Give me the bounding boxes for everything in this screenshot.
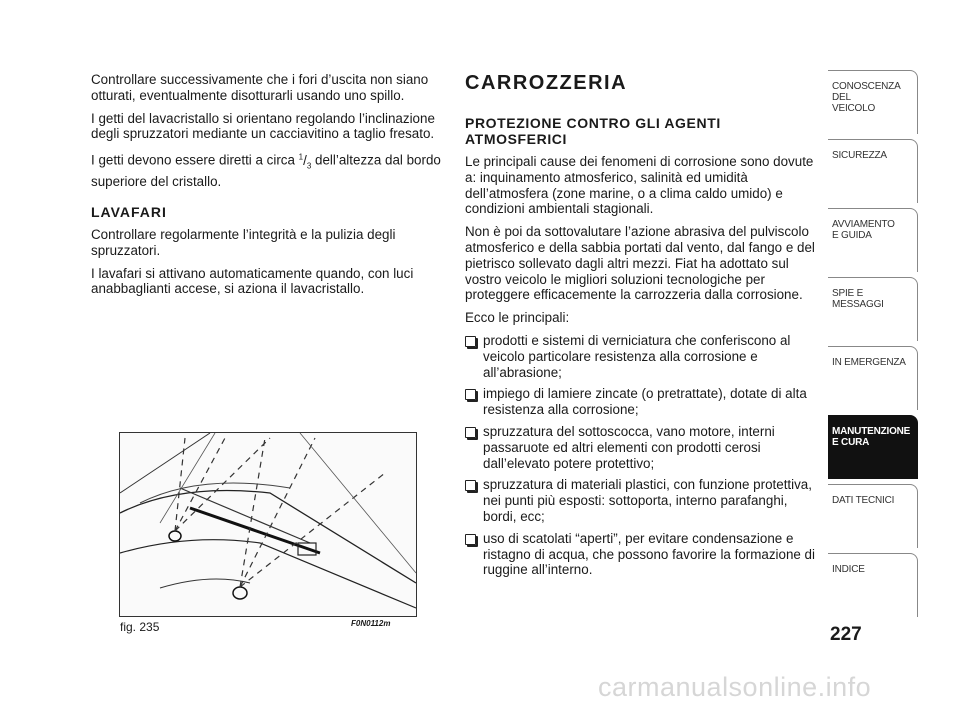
tab-in-emergenza[interactable]: IN EMERGENZA	[828, 346, 918, 410]
list-item: prodotti e sistemi di verniciatura che conferiscono al veicolo particolare resistenza alla corrosione e all’abrasione;	[465, 333, 817, 380]
tab-indice[interactable]: INDICE	[828, 553, 918, 617]
figure-caption: fig. 235	[120, 620, 160, 634]
paragraph: Controllare regolarmente l’integrità e la pulizia degli spruzzatori.	[91, 226, 396, 258]
paragraph: Ecco le principali:	[465, 310, 570, 326]
list-item: spruzzatura del sottoscocca, vano motore, interni passaruote ed altri elementi con prodotti cerosi dall’elevato potere protettivo;	[465, 424, 817, 471]
chapter-tabs	[828, 70, 918, 622]
checkbox-bullet-icon	[465, 480, 476, 491]
paragraph: Non è poi da sottovalutare l’azione abrasiva del pulviscolo atmosferico e della sabbia portati dal vento, dal fango e del pietrisco sollevato dagli altri mezzi. Fiat ha adottato sul vostro veicolo le migliori soluzioni tecnologiche per proteggere efficacemente la carrozzeria dalla corrosione.	[465, 224, 815, 303]
checkbox-bullet-icon	[465, 336, 476, 347]
tab-avviamento-e-guida[interactable]: AVVIAMENTO E GUIDA	[828, 208, 918, 272]
windshield-washer-illustration	[120, 433, 416, 616]
subsection-title: PROTEZIONE CONTRO GLI AGENTI ATMOSFERICI	[465, 115, 721, 147]
paragraph: I getti devono essere diretti a circa $^1/_3$ dell’altezza dal bordo superiore del cristallo.	[91, 152, 441, 190]
list-item: spruzzatura di materiali plastici, con funzione protettiva, nei punti più esposti: sottoporta, interno parafanghi, bordi, ecc;	[465, 477, 817, 524]
left-column	[91, 72, 447, 304]
checkbox-bullet-icon	[465, 389, 476, 400]
section-title: LAVAFARI	[91, 203, 167, 220]
list-item: impiego di lamiere zincate (o pretrattate), dotate di alta resistenza alla corrosione;	[465, 386, 817, 418]
checkbox-bullet-icon	[465, 427, 476, 438]
page-number: 227	[830, 624, 862, 645]
paragraph: Controllare successivamente che i fori d’uscita non siano otturati, eventualmente disotturarli usando uno spillo.	[91, 72, 429, 103]
bullet-list	[465, 333, 817, 578]
tab-manutenzione-e-cura[interactable]: MANUTENZIONE E CURA	[828, 415, 918, 479]
list-item: uso di scatolati “aperti”, per evitare condensazione e ristagno di acqua, che possono favorire la formazione di ruggine all’interno.	[465, 531, 817, 578]
tab-spie-e-messaggi[interactable]: SPIE E MESSAGGI	[828, 277, 918, 341]
figure-illustration	[119, 432, 417, 617]
tab-dati-tecnici[interactable]: DATI TECNICI	[828, 484, 918, 548]
page-title: CARROZZERIA	[465, 72, 628, 94]
tab-sicurezza[interactable]: SICUREZZA	[828, 139, 918, 203]
right-column	[465, 72, 817, 584]
figure-code: F0N0112m	[351, 619, 391, 628]
tab-conoscenza-del-veicolo[interactable]: CONOSCENZA DEL VEICOLO	[828, 70, 918, 134]
checkbox-bullet-icon	[465, 534, 476, 545]
paragraph: I getti del lavacristallo si orientano regolando l’inclinazione degli spruzzatori mediante un cacciavitino a taglio fresato.	[91, 110, 435, 142]
fraction: $^1/_3$	[298, 152, 312, 171]
watermark: carmanualsonline.info	[598, 672, 872, 702]
paragraph: I lavafari si attivano automaticamente quando, con luci anabbaglianti accese, si aziona il lavacristallo.	[91, 265, 414, 297]
paragraph: Le principali cause dei fenomeni di corrosione sono dovute a: inquinamento atmosferico, salinità ed umidità dell’atmosfera (zone marine, o a clima caldo umido) e condizioni ambientali stagionali.	[465, 154, 814, 217]
